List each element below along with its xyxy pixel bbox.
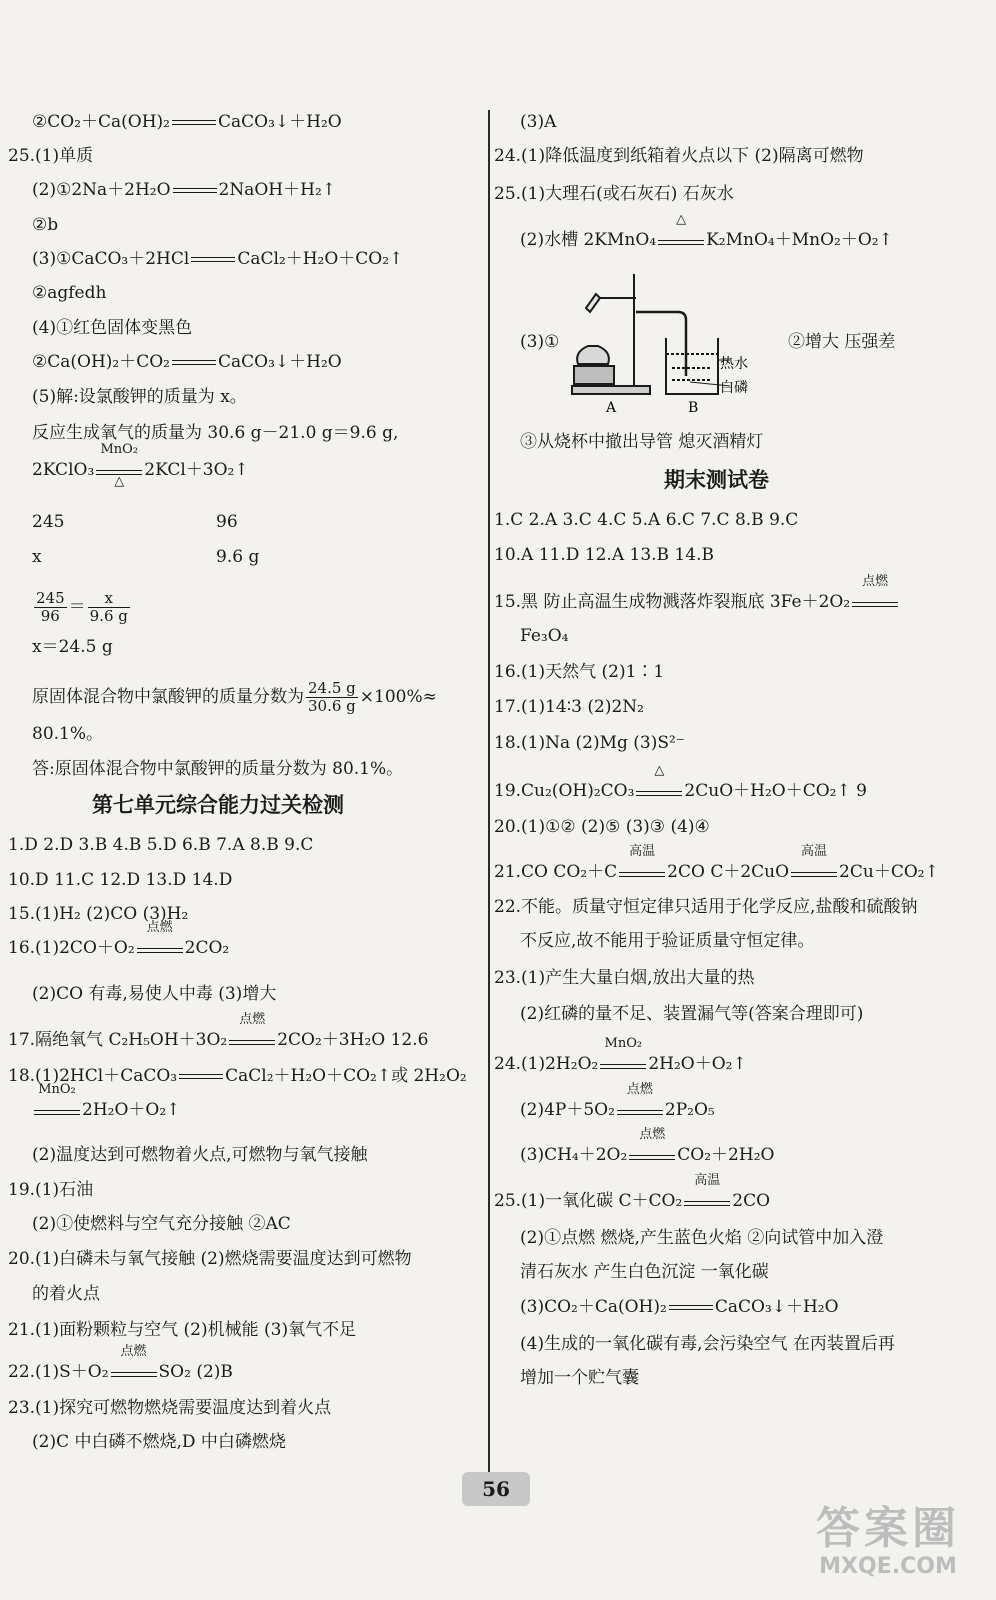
line-text: (5)解:设氯酸钾的质量为 x。 xyxy=(32,387,247,407)
answer-line xyxy=(494,763,867,803)
line-text: (2)水槽 2KMnO₄ xyxy=(520,230,657,250)
reaction-condition xyxy=(658,212,704,245)
label-b: B xyxy=(688,400,699,416)
line-text: (2)温度达到可燃物着火点,可燃物与氧气接触 xyxy=(32,1145,368,1165)
label-a: A xyxy=(606,400,617,416)
answer-line xyxy=(520,110,556,134)
watermark xyxy=(798,1504,978,1594)
answer-line xyxy=(32,510,64,534)
line-text: (2)红磷的量不足、装置漏气等(答案合理即可) xyxy=(520,1004,864,1024)
answer-line xyxy=(32,316,192,340)
line-text: 17.隔绝氧气 C₂H₅OH＋3O₂ xyxy=(8,1030,228,1050)
line-text: ②CO₂＋Ca(OH)₂ xyxy=(32,112,170,132)
line-text: 25.(1)大理石(或石灰石) 石灰水 xyxy=(494,184,734,204)
reaction-condition xyxy=(684,1173,730,1206)
line-text: 清石灰水 产生白色沉淀 一氧化碳 xyxy=(520,1262,769,1282)
condition-top: MnO₂ xyxy=(100,442,139,457)
answer-line xyxy=(520,1226,883,1250)
condition-bar xyxy=(791,872,837,877)
answer-line xyxy=(494,815,710,839)
line-text: 第七单元综合能力过关检测 xyxy=(92,793,344,817)
alcohol-lamp xyxy=(577,346,609,364)
watermark-url: MXQE.COM xyxy=(819,1554,957,1579)
answer-line xyxy=(8,1396,331,1420)
answer-line xyxy=(494,144,864,168)
answer-line xyxy=(8,1012,429,1052)
denominator: 96 xyxy=(40,607,60,625)
answer-line xyxy=(494,508,798,532)
condition-top: 点燃 xyxy=(626,1082,653,1097)
answer-line xyxy=(32,213,58,237)
line-text: 245 xyxy=(32,512,65,532)
line-text: 16.(1)2CO＋O₂ xyxy=(8,938,135,958)
line-text: 不反应,故不能用于验证质量守恒定律。 xyxy=(520,931,815,951)
line-text: 24.(1)2H₂O₂ xyxy=(494,1054,599,1074)
line-text: 19.(1)石油 xyxy=(8,1180,94,1200)
line-text: 96 xyxy=(216,512,238,532)
answer-line xyxy=(32,635,113,659)
reaction-condition xyxy=(137,920,183,953)
line-text: 2CuO＋H₂O＋CO₂↑ 9 xyxy=(684,781,867,801)
stand-base xyxy=(572,386,650,394)
answer-line xyxy=(494,1173,771,1213)
condition-top: 点燃 xyxy=(862,574,889,589)
line-text: 2P₂O₅ xyxy=(664,1100,715,1120)
equals-bar xyxy=(173,188,217,193)
answer-line xyxy=(8,1247,412,1271)
line-text: ②b xyxy=(32,215,59,235)
numerator: 245 xyxy=(36,589,65,607)
line-text: 2H₂O＋O₂↑ xyxy=(648,1054,747,1074)
answer-line xyxy=(32,1282,100,1306)
line-text: CaCO₃↓＋H₂O xyxy=(217,112,342,132)
reaction-condition xyxy=(229,1012,275,1045)
line-text: 2Cu＋CO₂↑ xyxy=(839,862,939,882)
condition-bar xyxy=(636,791,682,796)
reaction-condition xyxy=(111,1344,157,1377)
fraction xyxy=(34,590,67,625)
line-text: CaCl₂＋H₂O＋CO₂↑或 2H₂O₂ xyxy=(225,1066,467,1086)
label-white-phosphorus: 白磷 xyxy=(720,380,748,396)
answer-line xyxy=(8,1318,356,1342)
fraction xyxy=(306,680,358,715)
test-tube xyxy=(586,294,600,312)
answer-line xyxy=(664,468,769,492)
line-text: 16.(1)天然气 (2)1∶1 xyxy=(494,662,665,682)
line-text: ×100%≈ xyxy=(359,687,437,707)
line-text: 18.(1)Na (2)Mg (3)S²⁻ xyxy=(494,733,685,753)
line-text: ②agfedh xyxy=(32,283,107,303)
answer-line xyxy=(494,543,714,567)
answer-line xyxy=(32,442,249,489)
line-text: 18.(1)2HCl＋CaCO₃ xyxy=(8,1066,178,1086)
condition-top: △ xyxy=(676,212,687,227)
answer-line xyxy=(520,1260,769,1284)
line-text: 期末测试卷 xyxy=(664,468,769,492)
line-text: 21.CO CO₂＋C xyxy=(494,862,618,882)
line-text: K₂MnO₄＋MnO₂＋O₂↑ xyxy=(706,230,893,250)
line-text: 24.(1)降低温度到纸箱着火点以下 (2)隔离可燃物 xyxy=(494,146,864,166)
condition-top: 高温 xyxy=(629,844,656,859)
equals-bar xyxy=(191,257,235,262)
line-text: Fe₃O₄ xyxy=(520,626,569,646)
answer-line xyxy=(32,281,106,305)
condition-bar xyxy=(629,1155,675,1160)
line-text: 17.(1)14∶3 (2)2N₂ xyxy=(494,697,644,717)
condition-bar xyxy=(619,872,665,877)
line-text: x＝24.5 g xyxy=(32,637,113,657)
delivery-tube xyxy=(636,312,686,376)
reaction-condition xyxy=(629,1127,675,1160)
answer-line xyxy=(520,1127,775,1167)
answer-line xyxy=(520,1295,839,1319)
answer-line xyxy=(494,660,664,684)
answer-line xyxy=(216,510,238,534)
line-text: x xyxy=(32,547,42,567)
line-text: 2CO C＋2CuO xyxy=(667,862,790,882)
answer-line xyxy=(520,212,893,252)
line-text: 25.(1)一氧化碳 C＋CO₂ xyxy=(494,1191,683,1211)
equals-bar xyxy=(172,360,216,365)
answer-line xyxy=(520,929,814,953)
reaction-condition xyxy=(636,763,682,796)
answer-line xyxy=(216,545,259,569)
equals-bar xyxy=(172,120,216,125)
line-text: (3)CO₂＋Ca(OH)₂ xyxy=(520,1297,667,1317)
line-text: 的着火点 xyxy=(32,1284,100,1304)
condition-bottom: △ xyxy=(114,474,125,489)
answer-line xyxy=(494,844,939,884)
line-text: (2)①2Na＋2H₂O xyxy=(32,180,171,200)
line-text: 22.不能。质量守恒定律只适用于化学反应,盐酸和硫酸钠 xyxy=(494,897,918,917)
answer-line xyxy=(520,1332,895,1356)
numerator: x xyxy=(88,590,130,608)
beaker xyxy=(666,338,718,394)
line-text: 23.(1)产生大量白烟,放出大量的热 xyxy=(494,968,755,988)
line-text: 20.(1)①② (2)⑤ (3)③ (4)④ xyxy=(494,817,710,837)
line-text: 2NaOH＋H₂↑ xyxy=(218,180,337,200)
line-text: CaCO₃↓＋H₂O xyxy=(714,1297,839,1317)
line-text: 23.(1)探究可燃物燃烧需要温度达到着火点 xyxy=(8,1398,332,1418)
denominator: 9.6 g xyxy=(89,607,128,625)
line-text: 10.D 11.C 12.D 13.D 14.D xyxy=(8,870,233,890)
line-text: (2)①点燃 燃烧,产生蓝色火焰 ②向试管中加入澄 xyxy=(520,1228,884,1248)
answer-line xyxy=(520,1002,863,1026)
line-text: ③从烧杯中撤出导管 熄灭酒精灯 xyxy=(520,432,764,452)
condition-top: 点燃 xyxy=(146,920,173,935)
answer-line xyxy=(494,182,734,206)
reaction-condition xyxy=(791,844,837,877)
condition-bar xyxy=(34,1110,80,1115)
answer-line xyxy=(520,1082,715,1122)
condition-top: 高温 xyxy=(694,1173,721,1188)
condition-top: △ xyxy=(654,763,665,778)
line-text: (4)①红色固体变黑色 xyxy=(32,318,193,338)
answer-line xyxy=(32,247,403,271)
answer-line xyxy=(32,982,276,1006)
answer-line xyxy=(32,110,342,134)
line-text: 25.(1)单质 xyxy=(8,146,94,166)
answer-line xyxy=(32,1430,286,1454)
answer-line xyxy=(32,1212,291,1236)
condition-top: 点燃 xyxy=(239,1012,266,1027)
reaction-condition xyxy=(600,1036,646,1069)
answer-line xyxy=(32,350,342,374)
line-text: 2KCl＋3O₂↑ xyxy=(144,460,249,480)
condition-bar xyxy=(111,1372,157,1377)
line-text: 15.(1)H₂ (2)CO (3)H₂ xyxy=(8,904,189,924)
condition-top: 点燃 xyxy=(120,1344,147,1359)
reaction-condition xyxy=(852,574,898,607)
answer-line xyxy=(8,144,93,168)
line-text: 2CO₂ xyxy=(184,938,230,958)
answer-line xyxy=(32,421,398,445)
condition-bar xyxy=(600,1064,646,1069)
line-text: 15.黑 防止高温生成物溅落炸裂瓶底 3Fe＋2O₂ xyxy=(494,592,851,612)
reaction-condition xyxy=(619,844,665,877)
answer-line xyxy=(788,330,895,354)
condition-bar xyxy=(852,602,898,607)
reaction-condition xyxy=(617,1082,663,1115)
answer-line xyxy=(494,966,755,990)
line-text: (3)① xyxy=(520,332,560,352)
line-text: 20.(1)白磷未与氧气接触 (2)燃烧需要温度达到可燃物 xyxy=(8,1249,412,1269)
answer-line xyxy=(494,1036,747,1076)
answer-line xyxy=(520,624,569,648)
line-text: 10.A 11.D 12.A 13.B 14.B xyxy=(494,545,714,565)
line-text: 22.(1)S＋O₂ xyxy=(8,1362,109,1382)
denominator: 30.6 g xyxy=(308,697,356,715)
line-text: CaCl₂＋H₂O＋CO₂↑ xyxy=(237,249,404,269)
line-text: 2H₂O＋O₂↑ xyxy=(82,1100,181,1120)
line-text: (3)CH₄＋2O₂ xyxy=(520,1145,628,1165)
answer-line xyxy=(494,895,917,919)
line-text: (2)4P＋5O₂ xyxy=(520,1100,615,1120)
watermark-logo: 答案圈 xyxy=(816,1503,960,1554)
condition-bar xyxy=(617,1110,663,1115)
equals-bar xyxy=(179,1074,223,1079)
experiment-apparatus-figure xyxy=(560,268,750,418)
answer-line xyxy=(520,330,559,354)
answer-line xyxy=(8,1178,93,1202)
line-text: 21.(1)面粉颗粒与空气 (2)机械能 (3)氧气不足 xyxy=(8,1320,357,1340)
answer-line xyxy=(494,574,900,614)
answer-line xyxy=(32,680,437,715)
reaction-condition xyxy=(34,1082,80,1115)
line-text: SO₂ (2)B xyxy=(158,1362,233,1382)
answer-line xyxy=(92,793,344,817)
answer-line xyxy=(520,1366,639,1390)
line-text: 2CO₂＋3H₂O 12.6 xyxy=(277,1030,429,1050)
condition-bar xyxy=(229,1040,275,1045)
line-text: ②增大 压强差 xyxy=(788,332,896,352)
line-text: (3)①CaCO₃＋2HCl xyxy=(32,249,190,269)
answer-line xyxy=(32,385,247,409)
answer-line xyxy=(494,695,644,719)
answer-line xyxy=(494,731,685,755)
line-text: (2)CO 有毒,易使人中毒 (3)增大 xyxy=(32,984,277,1004)
answer-line xyxy=(520,430,763,454)
answer-line xyxy=(32,590,132,625)
line-text: 答:原固体混合物中氯酸钾的质量分数为 80.1%。 xyxy=(32,759,404,779)
line-text: 原固体混合物中氯酸钾的质量分数为 xyxy=(32,687,304,707)
condition-top: 高温 xyxy=(801,844,828,859)
line-text: CO₂＋2H₂O xyxy=(677,1145,775,1165)
line-text: 1.D 2.D 3.B 4.B 5.D 6.B 7.A 8.B 9.C xyxy=(8,835,314,855)
condition-bar xyxy=(137,948,183,953)
page-number: 56 xyxy=(462,1472,530,1506)
condition-top: MnO₂ xyxy=(38,1082,76,1097)
answer-line xyxy=(32,757,403,781)
label-hot-water: 热水 xyxy=(720,356,748,372)
fraction xyxy=(88,590,130,625)
answer-line xyxy=(32,1082,181,1122)
line-text: 9.6 g xyxy=(216,547,260,567)
line-text: (3)A xyxy=(520,112,557,132)
line-text: (2)C 中白磷不燃烧,D 中白磷燃烧 xyxy=(32,1432,286,1452)
answer-line xyxy=(32,722,103,746)
line-text: ②Ca(OH)₂＋CO₂ xyxy=(32,352,170,372)
condition-top: 点燃 xyxy=(639,1127,666,1142)
line-text: (4)生成的一氧化碳有毒,会污染空气 在丙装置后再 xyxy=(520,1334,895,1354)
equals-sign: ＝ xyxy=(68,597,86,617)
line-text: 19.Cu₂(OH)₂CO₃ xyxy=(494,781,635,801)
line-text: 反应生成氧气的质量为 30.6 g－21.0 g＝9.6 g, xyxy=(32,423,399,443)
answer-line xyxy=(8,868,232,892)
answer-line xyxy=(8,1344,233,1384)
condition-bar xyxy=(684,1201,730,1206)
line-text: 增加一个贮气囊 xyxy=(520,1368,639,1388)
condition-top: MnO₂ xyxy=(604,1036,643,1051)
line-text: CaCO₃↓＋H₂O xyxy=(217,352,342,372)
answer-line xyxy=(32,545,42,569)
answer-line xyxy=(32,1143,367,1167)
answer-line xyxy=(8,833,313,857)
condition-bar xyxy=(658,240,704,245)
line-text: 2CO xyxy=(732,1191,771,1211)
reaction-condition xyxy=(96,442,142,489)
line-text: 80.1%。 xyxy=(32,724,104,744)
line-text: 2KClO₃ xyxy=(32,460,95,480)
line-text: 1.C 2.A 3.C 4.C 5.A 6.C 7.C 8.B 9.C xyxy=(494,510,799,530)
answer-line xyxy=(8,920,230,960)
answer-line xyxy=(32,178,336,202)
column-divider xyxy=(488,110,490,1480)
line-text: (2)①使燃料与空气充分接触 ②AC xyxy=(32,1214,291,1234)
numerator: 24.5 g xyxy=(308,679,356,697)
equals-bar xyxy=(669,1305,713,1310)
